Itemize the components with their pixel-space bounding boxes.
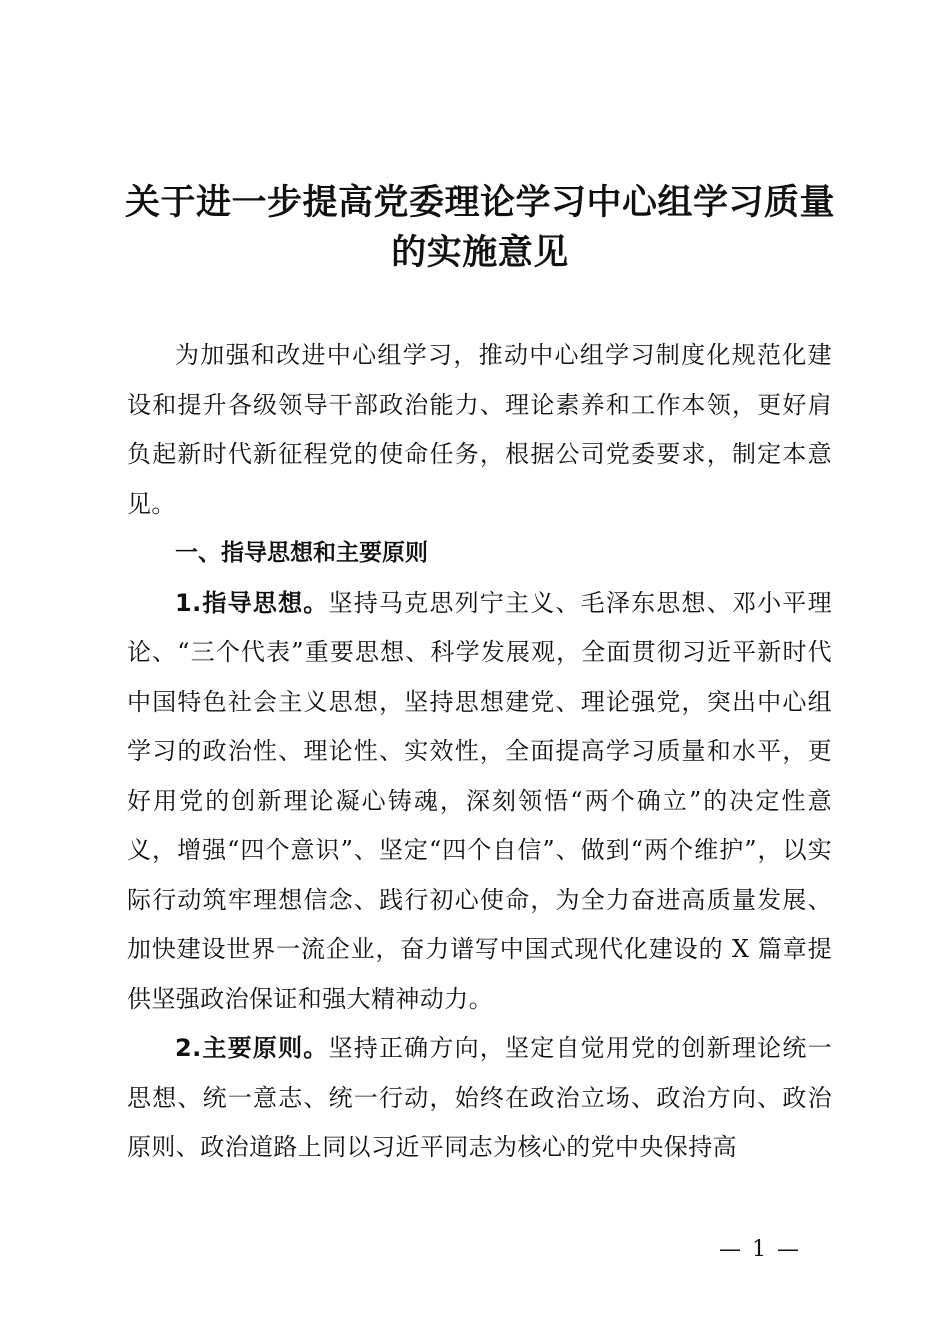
item-1-paragraph bbox=[127, 579, 832, 1025]
item-1-lead: 1.指导思想。 bbox=[175, 588, 329, 617]
section-heading-1: 一、指导思想和主要原则 bbox=[175, 540, 428, 566]
intro-paragraph: 为加强和改进中心组学习，推动中心组学习制度化规范化建设和提升各级领导干部政治能力、理论素养和工作本领，更好肩负起新时代新征程党的使命任务，根据公司党委要求，制定本意见。 bbox=[127, 341, 832, 518]
document-body bbox=[127, 331, 832, 1173]
page-number: — 1 — bbox=[719, 1237, 801, 1262]
title-line-2: 的实施意见 bbox=[391, 233, 569, 273]
item-2-lead: 2.主要原则。 bbox=[175, 1034, 329, 1062]
title-line-1: 关于进一步提高党委理论学习中心组学习质量 bbox=[124, 183, 835, 223]
item-2-paragraph bbox=[127, 1024, 832, 1173]
item-1-text: 坚持马克思列宁主义、毛泽东思想、邓小平理论、“三个代表”重要思想、科学发展观，全面贯彻习近平新时代中国特色社会主义思想，坚持思想建党、理论强党，突出中心组学习的政治性、理论性、实效性，全面提高学习质量和水平，更好用党的创新理论凝心铸魂，深刻领悟“两个确立”的决定性意义，增强“四个意识”、坚定“四个自信”、做到“两个维护”，以实际行动筑牢理想信念、践行初心使命，为全力奋进高质量发展、加快建设世界一流企业，奋力谱写中国式现代化建设的 X 篇章提供坚强政治保证和强大精神动力。 bbox=[127, 588, 832, 1013]
document-title bbox=[110, 178, 850, 278]
item-2-text: 坚持正确方向，坚定自觉用党的创新理论统一思想、统一意志、统一行动，始终在政治立场、政治方向、政治原则、政治道路上同以习近平同志为核心的党中央保持高 bbox=[127, 1034, 832, 1161]
